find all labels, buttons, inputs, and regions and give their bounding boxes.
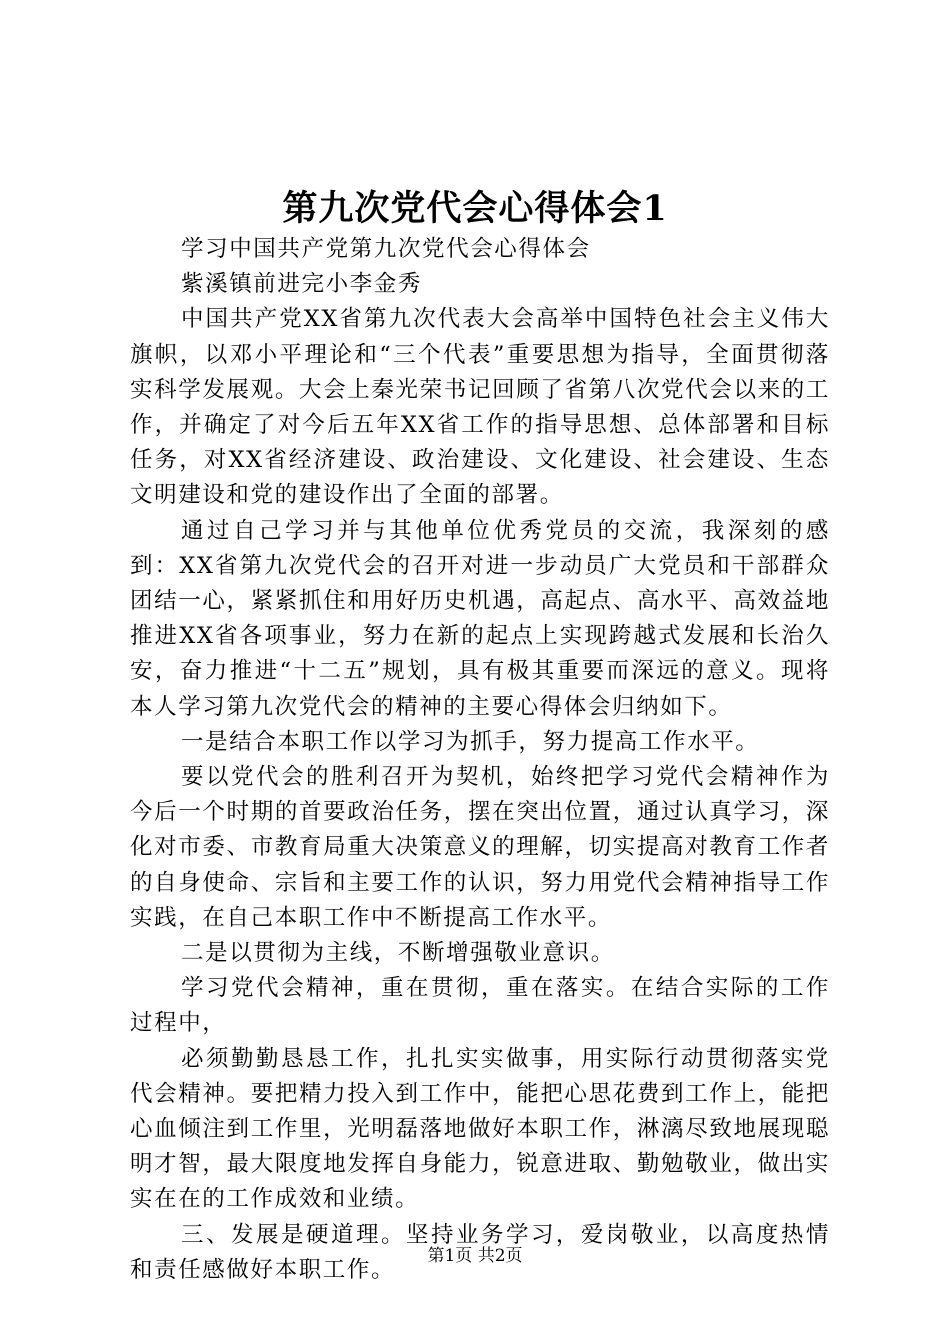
- body-paragraph: 学习党代会精神，重在贯彻，重在落实。在结合实际的工作过程中，: [130, 975, 830, 1037]
- body-paragraph: 通过自己学习并与其他单位优秀党员的交流，我深刻的感到：XX省第九次党代会的召开对进一步动员广大党员和干部群众团结一心，紧紧抓住和用好历史机遇，高起点、高水平、高效益地推进XX省各项事业，努力在新的起点上实现跨越式发展和长治久安，奋力推进“十二五”规划，具有极其重要而深远的意义。现将本人学习第九次党代会的精神的主要心得体会归纳如下。: [130, 517, 830, 720]
- section-heading-1: 一是结合本职工作以学习为抓手，努力提高工作水平。: [181, 728, 760, 755]
- body-paragraph: 要以党代会的胜利召开为契机，始终把学习党代会精神作为今后一个时期的首要政治任务，摆在突出位置，通过认真学习，深化对市委、市教育局重大决策意义的理解，切实提高对教育工作者的自身使命、宗旨和主要工作的认识，努力用党代会精神指导工作实践，在自己本职工作中不断提高工作水平。: [130, 764, 830, 931]
- subtitle-paragraph: 学习中国共产党第九次党代会心得体会: [181, 236, 591, 262]
- section-heading-3: 三、发展是硬道理。坚持业务学习，爱岗敬业，以高度热情和责任感做好本职工作。: [130, 1221, 830, 1283]
- document-title: 第九次党代会心得体会1: [282, 188, 668, 229]
- author-paragraph: 紫溪镇前进完小李金秀: [181, 271, 423, 298]
- section-heading-2: 二是以贯彻为主线，不断增强敬业意识。: [181, 940, 615, 967]
- document-body: [130, 232, 830, 1288]
- body-paragraph: 必须勤勤恳恳工作，扎扎实实做事，用实际行动贯彻落实党代会精神。要把精力投入到工作中，能把心思花费到工作上，能把心血倾注到工作里，光明磊落地做好本职工作，淋漓尽致地展现聪明才智，最大限度地发挥自身能力，锐意进取、勤勉敬业，做出实实在在的工作成效和业绩。: [130, 1045, 830, 1213]
- body-paragraph: 中国共产党XX省第九次代表大会高举中国特色社会主义伟大旗帜，以邓小平理论和“三个代表”重要思想为指导，全面贯彻落实科学发展观。大会上秦光荣书记回顾了省第八次党代会以来的工作，并确定了对今后五年XX省工作的指导思想、总体部署和目标任务，对XX省经济建设、政治建设、文化建设、社会建设、生态文明建设和党的建设作出了全面的部署。: [130, 306, 830, 509]
- page-footer: 第1页 共2页: [427, 1246, 523, 1266]
